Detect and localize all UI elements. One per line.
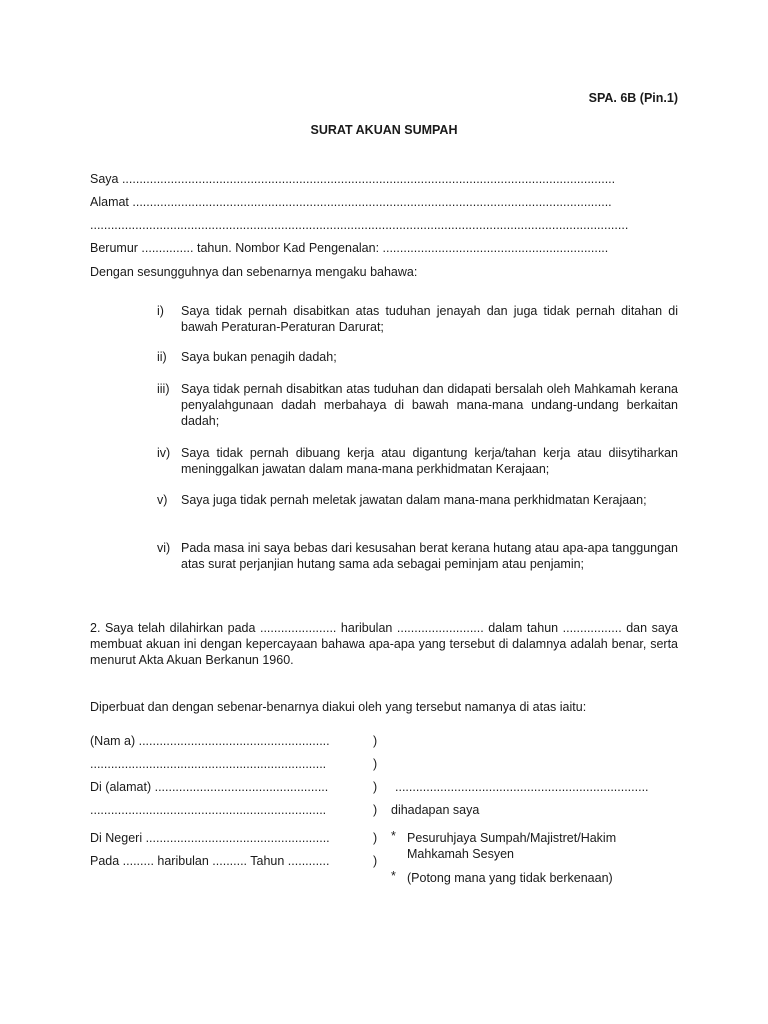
- attest-name-line: (Nam a) .......................................................: [90, 734, 330, 748]
- declaration-item: [157, 445, 678, 477]
- declaration-text: Saya juga tidak pernah meletak jawatan dalam mana-mana perkhidmatan Kerajaan;: [181, 493, 647, 507]
- bracket: ): [373, 734, 378, 748]
- bracket: ): [373, 757, 378, 771]
- strike-out-footnote: (Potong mana yang tidak berkenaan): [407, 871, 613, 885]
- declaration-number: iv): [157, 446, 171, 460]
- bracket: ): [373, 780, 378, 794]
- address-field-line: Alamat ..........................................................................................................................................: [90, 195, 612, 209]
- declaration-text: Saya tidak pernah disabitkan atas tuduhan jenayah dan juga tidak pernah ditahan di bawah Peraturan-Peraturan Darurat;: [181, 304, 678, 334]
- declaration-text: Saya tidak pernah dibuang kerja atau digantung kerja/tahan kerja atau diisytiharkan meninggalkan jawatan dalam mana-mana perkhidmatan Kerajaan;: [181, 446, 678, 476]
- declaration-number: iii): [157, 382, 170, 396]
- bracket: ): [373, 854, 378, 868]
- asterisk-mark: *: [391, 829, 396, 843]
- officer-title-line1: Pesuruhjaya Sumpah/Majistret/Hakim: [407, 831, 617, 845]
- attest-address-continuation-line: ....................................................................: [90, 803, 327, 817]
- age-ic-field-line: Berumur ............... tahun. Nombor Kad Pengenalan: .................................................................: [90, 241, 609, 255]
- birth-statement-paragraph: 2. Saya telah dilahirkan pada ...................... haribulan ......................... dalam tahun ................. dan saya membuat akuan ini dengan kepercayaan bahawa apa-apa yang tersebut di dalamnya adalah benar, serta menurut Akta Akuan Berkanun 1960.: [90, 621, 678, 667]
- declaration-text: Saya bukan penagih dadah;: [181, 350, 337, 364]
- document-title: SURAT AKUAN SUMPAH: [310, 123, 458, 137]
- address-continuation-line: ...........................................................................................................................................................: [90, 218, 629, 232]
- attestation-intro: Diperbuat dan dengan sebenar-benarnya diakui oleh yang tersebut namanya di atas iaitu:: [90, 700, 587, 714]
- declaration-item: [157, 540, 678, 572]
- declaration-text: Pada masa ini saya bebas dari kesusahan berat kerana hutang atau apa-apa tanggungan atas surat perjanjian hutang sama ada sebagai peminjam atau penjamin;: [181, 541, 678, 571]
- bracket: ): [373, 831, 378, 845]
- declaration-number: vi): [157, 541, 171, 555]
- declaration-number: i): [157, 304, 164, 318]
- form-code: SPA. 6B (Pin.1): [588, 91, 678, 105]
- officer-signature-line: .........................................................................: [395, 780, 649, 794]
- attest-name-continuation-line: ....................................................................: [90, 757, 327, 771]
- attest-state-line: Di Negeri .....................................................: [90, 831, 330, 845]
- name-field-line: Saya ..............................................................................................................................................: [90, 172, 616, 186]
- declaration-item: [157, 492, 678, 508]
- declaration-number: v): [157, 493, 168, 507]
- bracket: ): [373, 803, 378, 817]
- declaration-item: [157, 303, 678, 335]
- attest-date-line: Pada ......... haribulan .......... Tahun ............: [90, 854, 330, 868]
- officer-title-line2: Mahkamah Sesyen: [407, 847, 515, 861]
- attest-address-line: Di (alamat) ..................................................: [90, 780, 329, 794]
- declaration-text: Saya tidak pernah disabitkan atas tuduhan dan didapati bersalah oleh Mahkamah kerana penyalahgunaan dadah merbahaya di bawah mana-mana undang-undang berkaitan dadah;: [181, 382, 678, 428]
- declaration-number: ii): [157, 350, 167, 364]
- declaration-item: [157, 349, 678, 365]
- declaration-intro: Dengan sesungguhnya dan sebenarnya mengaku bahawa:: [90, 265, 418, 279]
- asterisk-mark: *: [391, 869, 396, 883]
- in-presence-label: dihadapan saya: [391, 803, 480, 817]
- declaration-item: [157, 381, 678, 429]
